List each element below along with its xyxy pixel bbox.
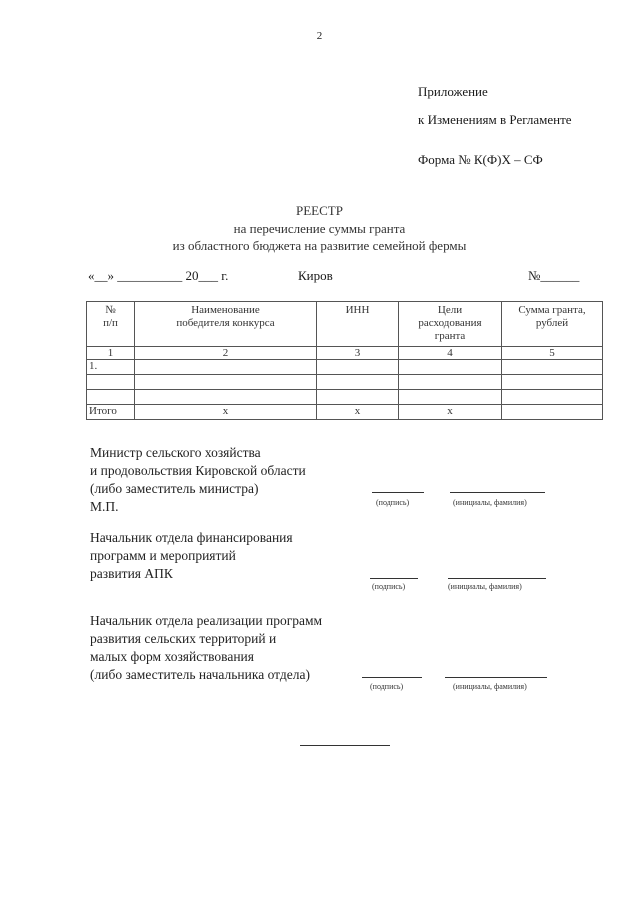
page-number: 2: [316, 30, 323, 42]
table-cell: [502, 390, 603, 405]
name-line: [445, 677, 547, 678]
closing-line: [300, 745, 390, 746]
table-header-row: [87, 302, 603, 347]
name-caption: (инициалы, фамилия): [448, 582, 522, 591]
signature-line: [372, 492, 424, 493]
header-cell: ИНН: [317, 302, 399, 347]
document-date: «__» __________ 20___ г.: [88, 268, 229, 283]
signatory-minister: Министр сельского хозяйства и продовольствия Кировской области (либо заместитель министра) М.П.: [90, 445, 306, 514]
total-cell: х: [135, 405, 317, 420]
name-caption: (инициалы, фамилия): [453, 682, 527, 691]
name-caption: (инициалы, фамилия): [453, 498, 527, 507]
table-cell: 1.: [87, 360, 135, 375]
column-number: 4: [399, 347, 502, 360]
column-number: 3: [317, 347, 399, 360]
document-subtitle-2: из областного бюджета на развитие семейной фермы: [172, 238, 467, 253]
column-number: 5: [502, 347, 603, 360]
signature-line: [370, 578, 418, 579]
signature-caption: (подпись): [372, 582, 406, 591]
table-cell: [135, 375, 317, 390]
column-number: 2: [135, 347, 317, 360]
total-cell: х: [399, 405, 502, 420]
header-cell: № п/п: [87, 302, 135, 347]
table-cell: [135, 360, 317, 375]
appendix-label: Приложение: [418, 84, 488, 99]
table-cell: [317, 360, 399, 375]
table-row: [87, 390, 603, 405]
total-label: Итого: [87, 405, 135, 420]
table-cell: [135, 390, 317, 405]
table-cell: [87, 375, 135, 390]
total-cell: х: [317, 405, 399, 420]
table-cell: [87, 390, 135, 405]
table-cell: [399, 390, 502, 405]
table-cell: [317, 390, 399, 405]
form-number: Форма № К(Ф)Х – СФ: [418, 152, 543, 167]
table-row: [87, 360, 603, 375]
table-cell: [502, 360, 603, 375]
document-subtitle-1: на перечисление суммы гранта: [233, 221, 406, 236]
table-cell: [502, 375, 603, 390]
table-cell: [317, 375, 399, 390]
signature-caption: (подпись): [376, 498, 410, 507]
signatory-rural-programs-head: Начальник отдела реализации программ развития сельских территорий и малых форм хозяйствования (либо заместитель начальника отдела): [90, 613, 323, 682]
header-cell: Наименование победителя конкурса: [135, 302, 317, 347]
table-row: [87, 375, 603, 390]
name-line: [448, 578, 546, 579]
document-city: Киров: [298, 268, 333, 283]
total-cell: [502, 405, 603, 420]
registry-table: [86, 301, 603, 420]
document-title: РЕЕСТР: [296, 203, 343, 218]
column-number: 1: [87, 347, 135, 360]
table-cell: [399, 360, 502, 375]
document-number: №______: [528, 268, 580, 283]
total-row: [87, 405, 603, 420]
signature-line: [362, 677, 422, 678]
table-cell: [399, 375, 502, 390]
appendix-reference: к Изменениям в Регламенте: [418, 112, 572, 127]
column-numbers-row: [87, 347, 603, 360]
header-cell: Сумма гранта, рублей: [502, 302, 603, 347]
name-line: [450, 492, 545, 493]
header-cell: Цели расходования гранта: [399, 302, 502, 347]
signature-caption: (подпись): [370, 682, 404, 691]
signatory-finance-head: Начальник отдела финансирования программ и мероприятий развития АПК: [90, 530, 293, 581]
